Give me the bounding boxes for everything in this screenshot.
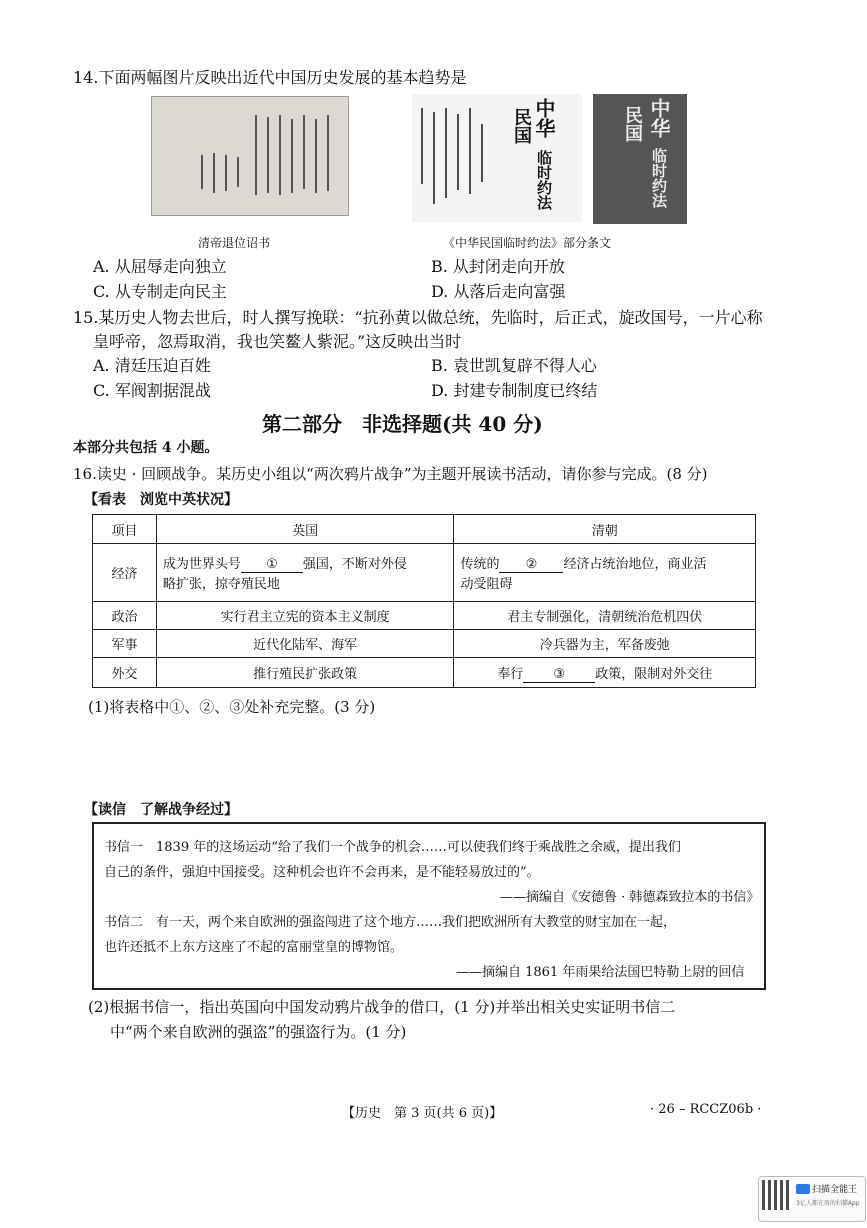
header-item: 项目 (93, 515, 157, 544)
cell-text: 略扩张，掠夺殖民地 (162, 577, 280, 592)
letter1-source: ——摘编自《安德鲁 · 韩德森致拉本的书信》 (500, 890, 760, 905)
letter2-line1: 书信二 有一天，两个来自欧洲的强盗闯进了这个地方……我们把欧洲所有大教堂的财宝加在一起， (104, 915, 677, 930)
cell-text: 政策，限制对外交往 (595, 666, 713, 682)
q15-stem-line1: 15.某历史人物去世后，时人撰写挽联：“抗孙黄以做总统，先临时，后正式，旋改国号，一片心称 (73, 308, 763, 327)
footer-code: · 26 – RCCZ06b · (650, 1102, 762, 1117)
q15-option-a: A. 清廷压迫百姓 (93, 356, 211, 375)
cell-qing-politics: 君主专制强化，清朝统治危机四伏 (454, 602, 756, 630)
q14-option-d: D. 从落后走向富强 (431, 282, 566, 301)
stone-text-a: 中华 (647, 98, 671, 138)
row-label: 经济 (93, 544, 157, 602)
table-row-military (93, 630, 756, 658)
cell-qing-military: 冷兵器为主，军备废弛 (454, 630, 756, 658)
cell-qing-diplomacy (454, 658, 756, 688)
blank-1: ① (241, 557, 303, 573)
q16-stem: 16.读史 · 回顾战争。某历史小组以“两次鸦片战争”为主题开展读书活动，请你参与完成。(8 分) (73, 465, 708, 483)
constitution-stone-image (593, 94, 687, 224)
table-row-diplomacy (93, 658, 756, 688)
q15-option-b: B. 袁世凯复辟不得人心 (431, 356, 597, 375)
stone-text-c: 临时约法 (650, 148, 668, 208)
q15-option-d: D. 封建专制制度已终结 (431, 381, 598, 400)
cell-uk-military: 近代化陆军、海军 (156, 630, 454, 658)
cell-text: 经济占统治地位，商业活 (563, 557, 707, 572)
header-uk: 英国 (156, 515, 454, 544)
q14-option-b: B. 从封闭走向开放 (431, 257, 565, 276)
letter2-line2: 也许还抵不上东方这座了不起的富丽堂皇的博物馆。 (104, 940, 404, 955)
q16-sub2-line2: 中“两个来自欧洲的强盗”的强盗行为。(1 分) (110, 1023, 407, 1041)
part2-note: 本部分共包括 4 小题。 (73, 440, 219, 456)
scanner-logo-icon (796, 1184, 810, 1194)
cell-qing-economy (454, 544, 756, 602)
scanner-label: 扫描全能王 (812, 1185, 858, 1195)
cell-text: 动受阻碍 (460, 577, 513, 592)
edict-script-lines (152, 97, 348, 215)
cell-text: 传统的 (460, 557, 500, 572)
script-lines (412, 94, 502, 222)
letter1-line1: 书信一 1839 年的这场运动“给了我们一个战争的机会……可以使我们终于乘战胜之余威，提出我们 (104, 840, 681, 855)
qr-code-icon (762, 1180, 792, 1210)
q15-stem-line2: 皇呼帝，忽焉取消，我也笑鳌人紫泥。”这反映出当时 (93, 332, 462, 351)
stone-text-b: 民国 (622, 106, 643, 142)
table-heading: 【看表 浏览中英状况】 (84, 492, 238, 508)
q15-option-c: C. 军阀割据混战 (93, 381, 211, 400)
cell-uk-diplomacy: 推行殖民扩张政策 (156, 658, 454, 688)
part2-title: 第二部分 非选择题(共 40 分) (262, 412, 543, 436)
caption-right: 《中华民国临时约法》部分条文 (443, 236, 612, 250)
row-label: 军事 (93, 630, 157, 658)
row-label: 外交 (93, 658, 157, 688)
title-text-a: 中华 (532, 98, 556, 138)
title-text-c: 临时约法 (535, 150, 553, 210)
q14-option-a: A. 从屈辱走向独立 (93, 257, 227, 276)
q16-sub2-line1: (2)根据书信一，指出英国向中国发动鸦片战争的借口，(1 分)并举出相关史实证明书信二 (88, 998, 676, 1016)
blank-3: ③ (523, 667, 595, 683)
cell-text: 强国，不断对外侵 (302, 557, 407, 572)
letter2-source: ——摘编自 1861 年雨果给法国巴特勒上尉的回信 (456, 965, 745, 980)
blank-2: ② (499, 557, 563, 573)
provisional-constitution-title-image (412, 94, 582, 222)
cell-uk-economy (156, 544, 454, 602)
cell-text: 成为世界头号 (162, 557, 241, 572)
q14-option-c: C. 从专制走向民主 (93, 282, 227, 301)
q14-stem: 14.下面两幅图片反映出近代中国历史发展的基本趋势是 (73, 68, 467, 87)
letter-heading: 【读信 了解战争经过】 (84, 802, 238, 818)
scanner-sub: 3亿人都在用的扫描App (796, 1200, 860, 1207)
table-header-row (93, 515, 756, 544)
caption-left: 清帝退位诏书 (198, 236, 271, 250)
cell-uk-politics: 实行君主立宪的资本主义制度 (156, 602, 454, 630)
header-qing: 清朝 (454, 515, 756, 544)
abdication-edict-image (151, 96, 349, 216)
table-row-politics (93, 602, 756, 630)
letter1-line2: 自己的条件，强迫中国接受。这种机会也许不会再来，是不能轻易放过的”。 (104, 865, 540, 880)
table-row-economy (93, 544, 756, 602)
q16-sub1: (1)将表格中①、②、③处补充完整。(3 分) (88, 698, 376, 716)
footer-page-info: 【历史 第 3 页(共 6 页)】 (342, 1106, 503, 1121)
cell-text: 奉行 (497, 666, 524, 682)
comparison-table (92, 514, 756, 688)
row-label: 政治 (93, 602, 157, 630)
title-text-b: 民国 (511, 108, 532, 144)
